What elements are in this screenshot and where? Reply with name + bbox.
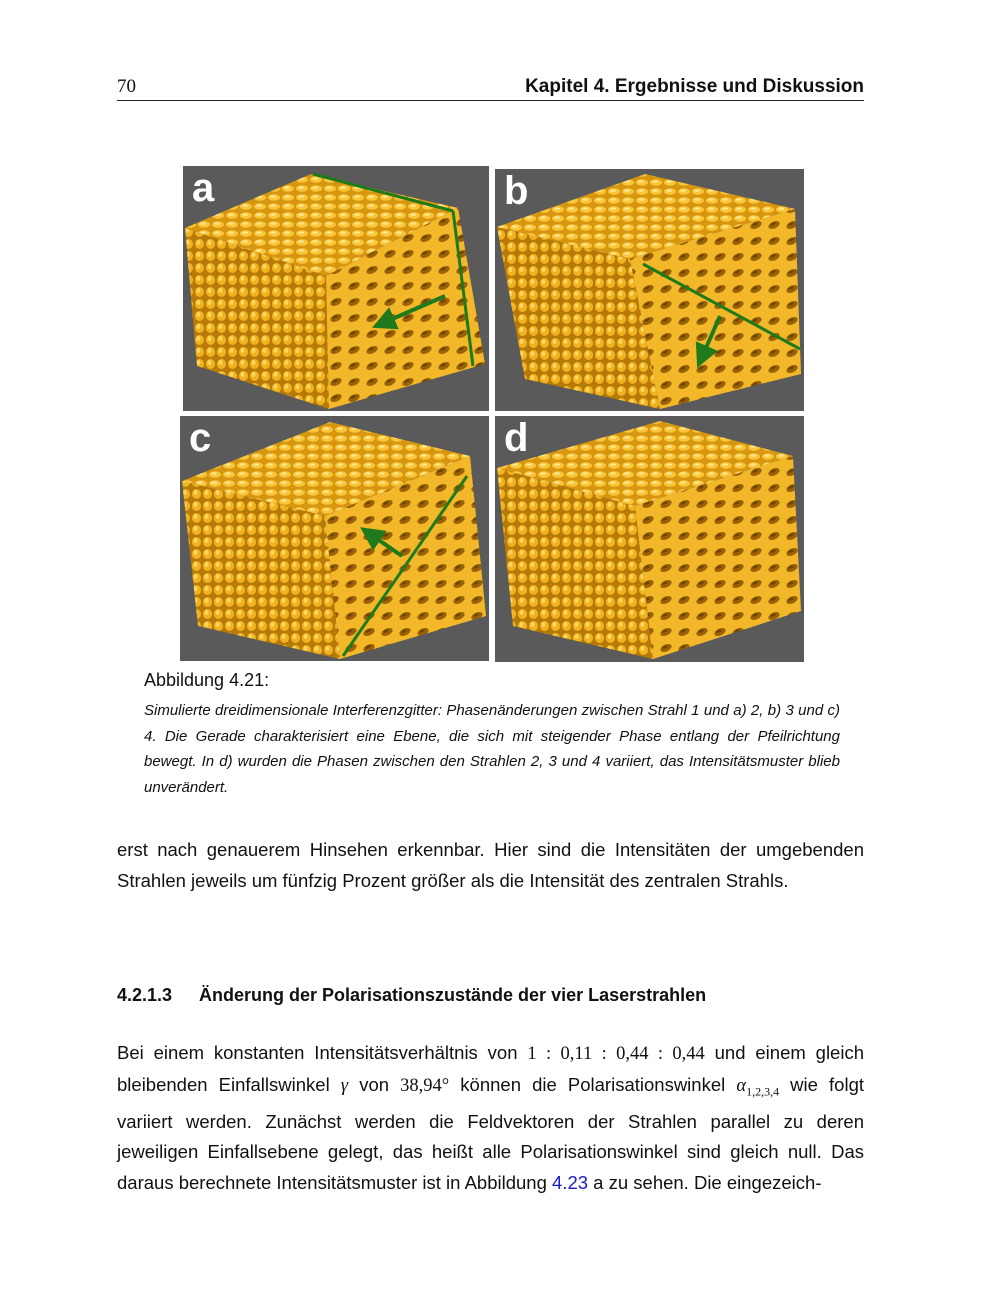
panel-label: d	[504, 416, 529, 460]
figure-reference-link[interactable]: 4.23	[552, 1171, 589, 1193]
figure-panel-c	[180, 416, 489, 661]
section-title: Änderung der Polarisationszustände der vier Laserstrahlen	[199, 985, 707, 1005]
panel-label: b	[504, 169, 529, 213]
body-paragraph: erst nach genauerem Hinsehen erkennbar. Hier sind die Intensitäten der umgebenden Strahlen jeweils um fünfzig Prozent größer als die Intensität des zentralen Strahls.	[117, 839, 864, 891]
page-header	[117, 76, 864, 101]
figure-panel-a	[183, 166, 489, 411]
body-paragraph: Bei einem konstanten Intensitätsverhältnis von 1 : 0,11 : 0,44 : 0,44 und einem gleich bleibenden Einfallswinkel γ von 38,94° können die Polarisationswinkel $\alpha_{1,2,3,4}$ wie folgt variiert werden. Zunächst werden die Feldvektoren der Strahlen parallel zu deren jeweiligen Einfallsebene gelegt, das heißt alle Polarisationswinkel sind gleich null. Das daraus berechnete Intensitätsmuster ist in Abbildung 4.23 a zu sehen. Die eingezeich-	[117, 1042, 865, 1193]
section-heading	[117, 985, 706, 1006]
lattice-cube-c	[180, 416, 489, 661]
section-number: 4.2.1.3	[117, 985, 173, 1005]
lattice-cube-b	[495, 169, 804, 411]
chapter-title: Kapitel 4. Ergebnisse und Diskussion	[525, 76, 864, 97]
figure-panel-b	[495, 169, 804, 411]
panel-label: c	[189, 416, 212, 460]
gamma-symbol: γ	[340, 1075, 349, 1096]
panel-label: a	[192, 166, 215, 210]
intensity-ratio: 1 : 0,11 : 0,44 : 0,44	[527, 1044, 705, 1064]
figure-panel-d	[495, 416, 804, 662]
incidence-angle: 38,94°	[400, 1075, 450, 1096]
page-number: 70	[117, 76, 136, 97]
lattice-cube-a	[183, 166, 489, 411]
figure-caption-text: Simulierte dreidimensionale Interferenzgitter: Phasenänderungen zwischen Strahl 1 und a) 2, b) 3 und c) 4. Die Gerade charakterisiert eine Ebene, die sich mit steigender Phase entlang der Pfeilrichtung bewegt. In d) wurden die Phasen zwischen den Strahlen 2, 3 und 4 variiert, das Intensitätsmuster blieb unverändert.	[144, 702, 840, 796]
alpha-symbol: α	[736, 1075, 747, 1096]
figure-caption-title: Abbildung 4.21:	[144, 670, 270, 690]
lattice-cube-d	[495, 416, 804, 662]
